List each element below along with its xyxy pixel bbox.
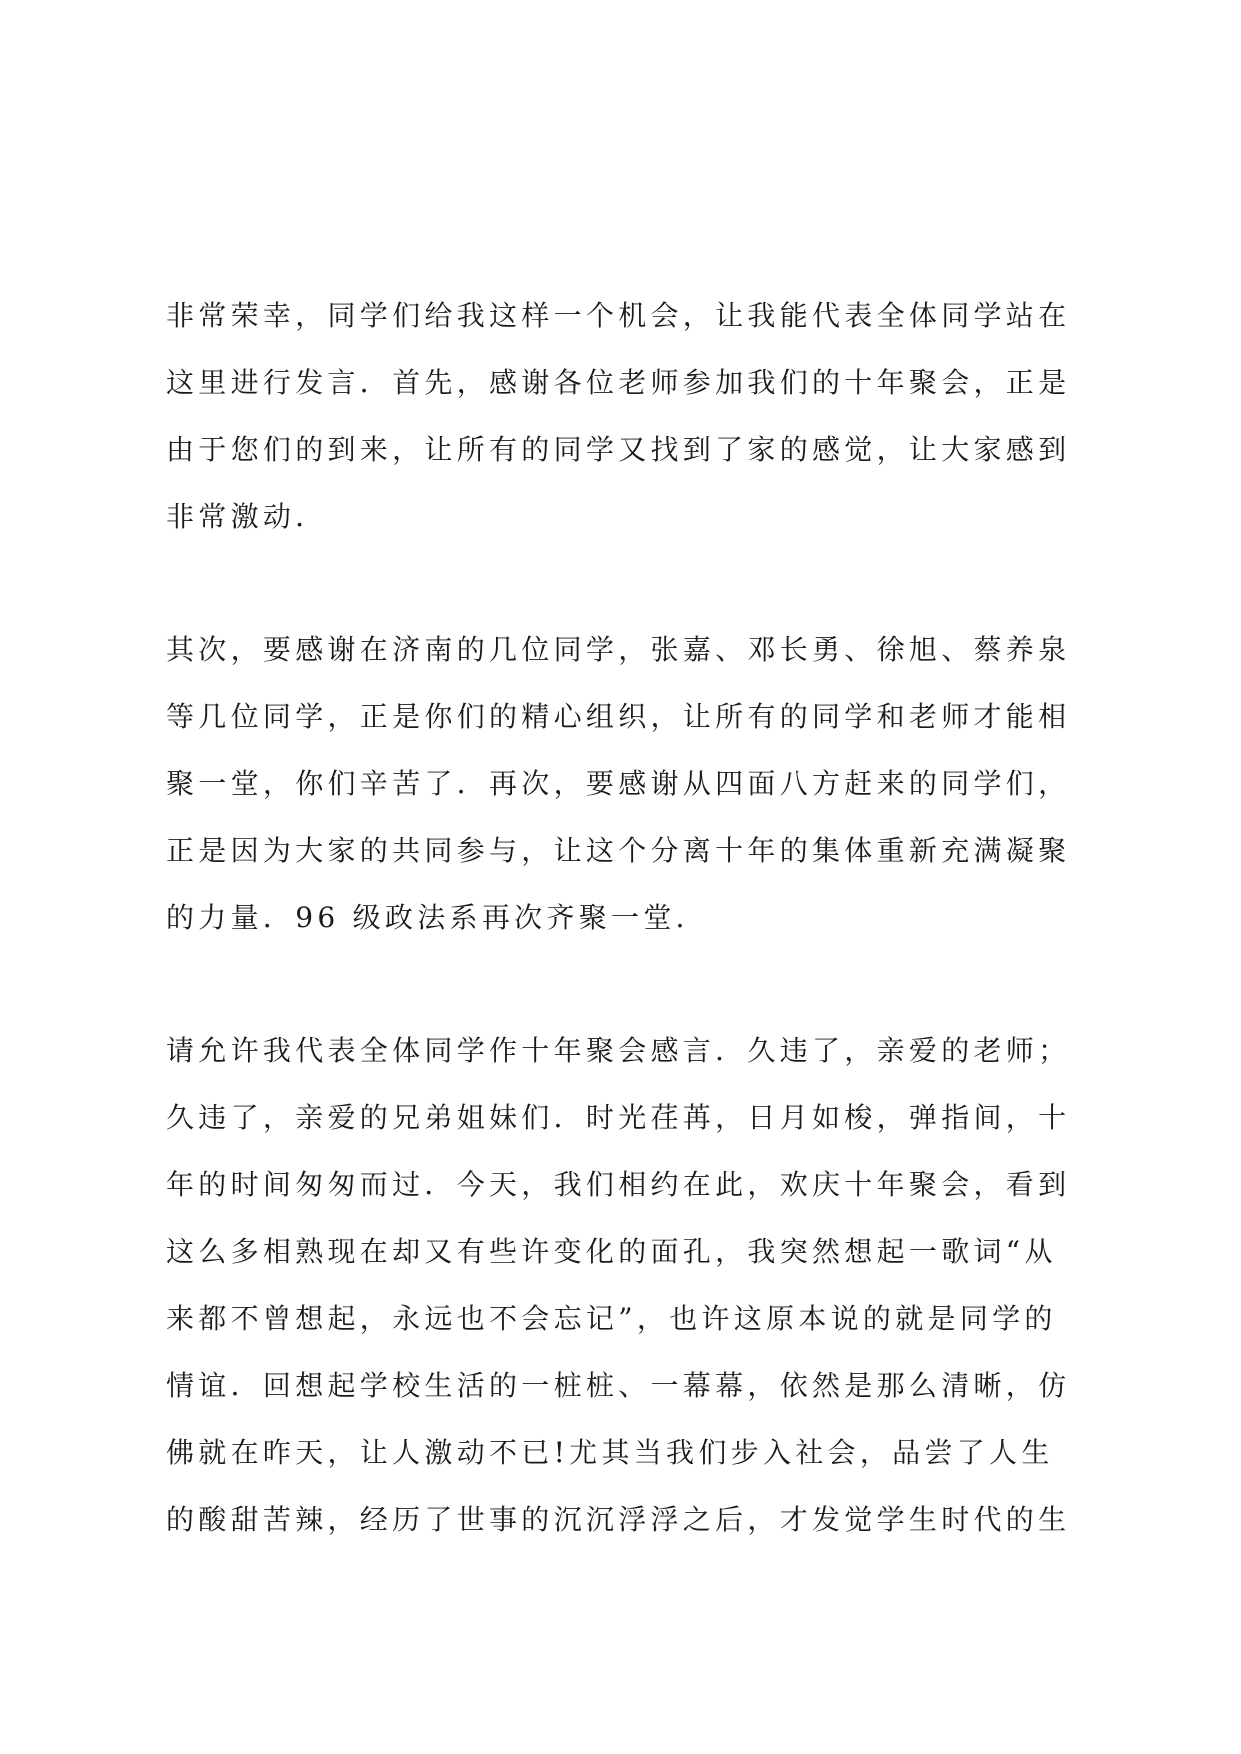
- paragraph-spacer: [166, 951, 1076, 1017]
- text-line: 等几位同学，正是你们的精心组织，让所有的同学和老师才能相: [166, 700, 1071, 733]
- text-line: 久违了，亲爱的兄弟姐妹们．时光荏苒，日月如梭，弹指间，十: [166, 1101, 1071, 1134]
- paragraph: [166, 616, 1076, 951]
- paragraph-spacer: [166, 550, 1076, 616]
- text-line: 这里进行发言．首先，感谢各位老师参加我们的十年聚会，正是: [166, 366, 1071, 399]
- text-line: 其次，要感谢在济南的几位同学，张嘉、邓长勇、徐旭、蔡养泉: [166, 633, 1071, 666]
- document-body: [166, 282, 1076, 1553]
- text-line: 佛就在昨天，让人激动不已!尤其当我们步入社会，品尝了人生: [166, 1436, 1054, 1469]
- text-line: 正是因为大家的共同参与，让这个分离十年的集体重新充满凝聚: [166, 834, 1071, 867]
- text-line: 这么多相熟现在却又有些许变化的面孔，我突然想起一歌词“从: [166, 1235, 1057, 1268]
- text-line: 的酸甜苦辣，经历了世事的沉沉浮浮之后，才发觉学生时代的生: [166, 1503, 1071, 1536]
- text-line: 非常荣幸，同学们给我这样一个机会，让我能代表全体同学站在: [166, 299, 1071, 332]
- paragraph: [166, 1017, 1076, 1553]
- paragraph: [166, 282, 1076, 550]
- text-line: 年的时间匆匆而过．今天，我们相约在此，欢庆十年聚会，看到: [166, 1168, 1071, 1201]
- text-line: 情谊．回想起学校生活的一桩桩、一幕幕，依然是那么清晰，仿: [166, 1369, 1071, 1402]
- text-line: 的力量．96 级政法系再次齐聚一堂．: [166, 901, 708, 934]
- text-line: 由于您们的到来，让所有的同学又找到了家的感觉，让大家感到: [166, 433, 1071, 466]
- text-line: 来都不曾想起，永远也不会忘记”，也许这原本说的就是同学的: [166, 1302, 1057, 1335]
- text-line: 请允许我代表全体同学作十年聚会感言．久违了，亲爱的老师；: [166, 1034, 1071, 1067]
- text-line: 聚一堂，你们辛苦了．再次，要感谢从四面八方赶来的同学们，: [166, 767, 1071, 800]
- text-line: 非常激动．: [166, 500, 328, 533]
